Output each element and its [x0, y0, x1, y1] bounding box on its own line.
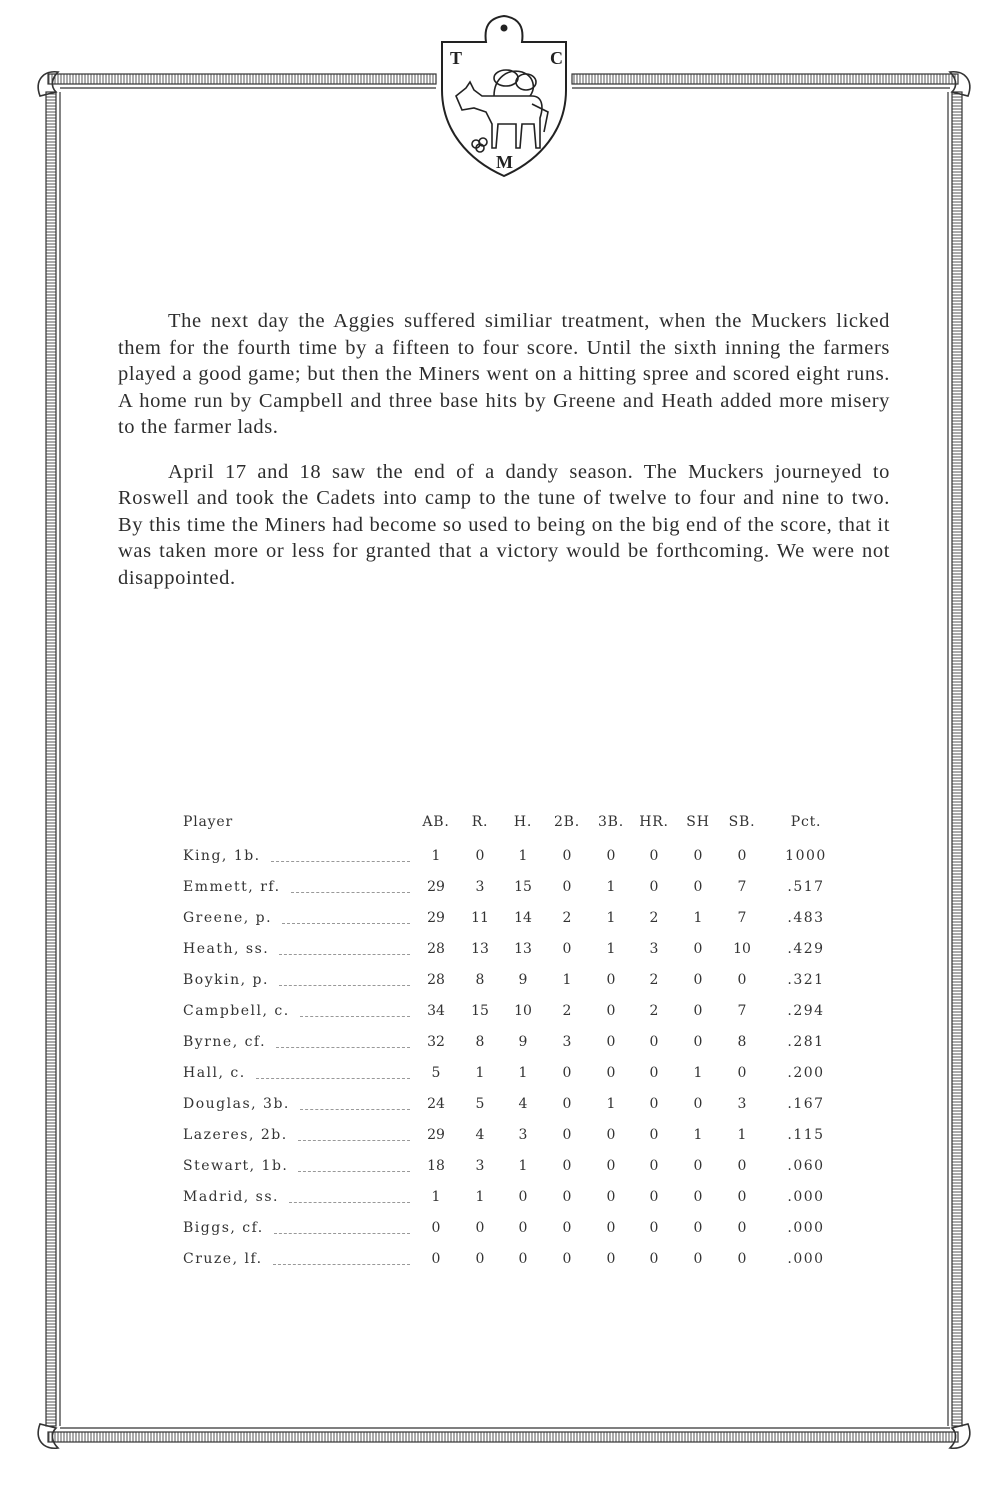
table-row — [180, 844, 840, 875]
stat-hr: 0 — [649, 1127, 659, 1143]
stat-hr: 0 — [649, 1189, 659, 1205]
stat-pct: .281 — [787, 1034, 825, 1050]
stat-h: 0 — [518, 1220, 528, 1236]
stat-sh: 1 — [693, 1127, 703, 1143]
stat-2b: 2 — [562, 1003, 572, 1019]
stat-ab: 24 — [427, 1096, 445, 1112]
stat-ab: 34 — [427, 1003, 445, 1019]
stat-sh: 0 — [693, 1034, 703, 1050]
stat-pct: .321 — [787, 972, 825, 988]
stat-ab: 29 — [427, 1127, 445, 1143]
player-name: Lazeres, 2b. — [183, 1127, 288, 1143]
stat-3b: 1 — [606, 879, 616, 895]
stat-3b: 1 — [606, 941, 616, 957]
stat-pct: .000 — [787, 1251, 825, 1267]
stat-sh: 0 — [693, 1096, 703, 1112]
player-name: Madrid, ss. — [183, 1189, 279, 1205]
table-row — [180, 1061, 840, 1092]
header-pct: Pct. — [790, 814, 822, 830]
stat-h: 9 — [518, 972, 528, 988]
paragraph-1: The next day the Aggies suffered similiar treatment, when the Muckers licked them for the fourth time by a fifteen to four score. Until the sixth inning the farmers played a good game; but then the Miners went on a hitting spree and scored eight runs. A home run by Campbell and three base hits by Greene and Heath added more misery to the farmer lads. — [118, 310, 890, 438]
stat-h: 0 — [518, 1251, 528, 1267]
stat-3b: 0 — [606, 1034, 616, 1050]
stat-pct: .200 — [787, 1065, 825, 1081]
stat-sh: 1 — [693, 910, 703, 926]
stat-h: 10 — [514, 1003, 532, 1019]
stat-2b: 0 — [562, 1251, 572, 1267]
stat-hr: 0 — [649, 879, 659, 895]
dot-leader — [256, 1078, 410, 1079]
dot-leader — [276, 1047, 410, 1048]
stat-sh: 0 — [693, 1251, 703, 1267]
table-row — [180, 1030, 840, 1061]
table-row — [180, 1216, 840, 1247]
dot-leader — [282, 923, 410, 924]
stat-h: 4 — [518, 1096, 528, 1112]
header-3b: 3B. — [597, 814, 625, 830]
stat-ab: 29 — [427, 910, 445, 926]
stat-pct: .000 — [787, 1189, 825, 1205]
stat-ab: 5 — [431, 1065, 441, 1081]
stat-sh: 0 — [693, 848, 703, 864]
dot-leader — [279, 985, 410, 986]
stat-2b: 0 — [562, 1096, 572, 1112]
dot-leader — [274, 1233, 410, 1234]
stat-ab: 1 — [431, 848, 441, 864]
stat-hr: 2 — [649, 1003, 659, 1019]
stat-r: 3 — [475, 879, 485, 895]
paragraph-2: April 17 and 18 saw the end of a dandy season. The Muckers journeyed to Roswell and took the Cadets into camp to the tune of twelve to four and nine to two. By this time the Miners had become so used to being on the big end of the score, that it was taken more or less for granted that a victory would be forthcoming. We were not disappointed. — [118, 460, 890, 589]
stat-r: 13 — [471, 941, 489, 957]
stat-ab: 18 — [427, 1158, 445, 1174]
stat-r: 11 — [471, 910, 489, 926]
stat-sb: 0 — [737, 1065, 747, 1081]
stat-2b: 1 — [562, 972, 572, 988]
stat-pct: .517 — [787, 879, 825, 895]
stat-h: 9 — [518, 1034, 528, 1050]
stat-hr: 3 — [649, 941, 659, 957]
table-row — [180, 1154, 840, 1185]
stat-2b: 0 — [562, 941, 572, 957]
dot-leader — [271, 861, 410, 862]
stat-sh: 0 — [693, 1220, 703, 1236]
dot-leader — [300, 1109, 410, 1110]
stat-sb: 8 — [737, 1034, 747, 1050]
stat-2b: 3 — [562, 1034, 572, 1050]
stat-3b: 0 — [606, 1158, 616, 1174]
stat-hr: 0 — [649, 1251, 659, 1267]
header-player: Player — [183, 814, 233, 830]
stat-sh: 0 — [693, 1189, 703, 1205]
stat-hr: 2 — [649, 910, 659, 926]
stat-h: 15 — [514, 879, 532, 895]
dot-leader — [300, 1016, 410, 1017]
stat-hr: 0 — [649, 1096, 659, 1112]
player-name: Cruze, lf. — [183, 1251, 263, 1267]
crest-letter-t: T — [450, 48, 463, 68]
player-name: Greene, p. — [183, 910, 273, 926]
header-ab: AB. — [422, 814, 450, 830]
table-row — [180, 1123, 840, 1154]
dot-leader — [291, 892, 410, 893]
header-r: R. — [471, 814, 489, 830]
player-name: King, 1b. — [183, 848, 261, 864]
stat-3b: 0 — [606, 1127, 616, 1143]
stat-sh: 0 — [693, 1003, 703, 1019]
stat-pct: 1000 — [785, 848, 827, 864]
stat-sb: 7 — [737, 1003, 747, 1019]
stat-r: 0 — [475, 1251, 485, 1267]
dot-leader — [289, 1202, 410, 1203]
header-hr: HR. — [639, 814, 669, 830]
stat-pct: .167 — [787, 1096, 825, 1112]
player-name: Emmett, rf. — [183, 879, 281, 895]
stat-pct: .294 — [787, 1003, 825, 1019]
stat-sb: 7 — [737, 879, 747, 895]
header-sb: SB. — [728, 814, 756, 830]
stat-ab: 28 — [427, 941, 445, 957]
stat-h: 14 — [514, 910, 532, 926]
stat-sh: 0 — [693, 1158, 703, 1174]
stat-sb: 10 — [733, 941, 751, 957]
stat-h: 13 — [514, 941, 532, 957]
table-row — [180, 968, 840, 999]
stat-r: 1 — [475, 1189, 485, 1205]
stat-hr: 0 — [649, 848, 659, 864]
dot-leader — [273, 1264, 410, 1265]
stat-sb: 0 — [737, 1251, 747, 1267]
stat-hr: 0 — [649, 1034, 659, 1050]
stat-sb: 0 — [737, 1158, 747, 1174]
stat-3b: 0 — [606, 1189, 616, 1205]
stat-3b: 0 — [606, 972, 616, 988]
stat-sh: 0 — [693, 879, 703, 895]
stat-h: 3 — [518, 1127, 528, 1143]
player-name: Heath, ss. — [183, 941, 270, 957]
stat-r: 15 — [471, 1003, 489, 1019]
stat-sb: 7 — [737, 910, 747, 926]
table-row — [180, 937, 840, 968]
stat-sh: 0 — [693, 941, 703, 957]
stat-hr: 2 — [649, 972, 659, 988]
header-2b: 2B. — [553, 814, 581, 830]
stat-ab: 28 — [427, 972, 445, 988]
stat-ab: 29 — [427, 879, 445, 895]
stat-3b: 0 — [606, 1065, 616, 1081]
stat-2b: 0 — [562, 1127, 572, 1143]
player-name: Biggs, cf. — [183, 1220, 264, 1236]
article-text — [118, 308, 890, 609]
stat-pct: .483 — [787, 910, 825, 926]
stat-sh: 0 — [693, 972, 703, 988]
stat-3b: 0 — [606, 1003, 616, 1019]
stat-pct: .060 — [787, 1158, 825, 1174]
stat-sb: 0 — [737, 1220, 747, 1236]
stat-h: 0 — [518, 1189, 528, 1205]
stat-h: 1 — [518, 1065, 528, 1081]
stat-2b: 0 — [562, 1189, 572, 1205]
table-row — [180, 906, 840, 937]
stat-2b: 0 — [562, 1065, 572, 1081]
batting-stats-table — [180, 810, 840, 1278]
stat-hr: 0 — [649, 1065, 659, 1081]
stat-pct: .000 — [787, 1220, 825, 1236]
stat-h: 1 — [518, 848, 528, 864]
stat-3b: 1 — [606, 1096, 616, 1112]
stat-3b: 1 — [606, 910, 616, 926]
player-name: Campbell, c. — [183, 1003, 290, 1019]
stat-r: 8 — [475, 1034, 485, 1050]
stat-r: 0 — [475, 1220, 485, 1236]
stat-2b: 0 — [562, 1220, 572, 1236]
header-sh: SH — [686, 814, 710, 830]
table-row — [180, 1247, 840, 1278]
stat-2b: 0 — [562, 879, 572, 895]
stat-sb: 0 — [737, 1189, 747, 1205]
stat-pct: .429 — [787, 941, 825, 957]
stat-2b: 0 — [562, 1158, 572, 1174]
stat-sb: 3 — [737, 1096, 747, 1112]
stat-ab: 32 — [427, 1034, 445, 1050]
stat-pct: .115 — [787, 1127, 825, 1143]
stat-hr: 0 — [649, 1158, 659, 1174]
stat-r: 4 — [475, 1127, 485, 1143]
stat-sb: 1 — [737, 1127, 747, 1143]
crest-letter-c: C — [550, 48, 563, 68]
stat-ab: 1 — [431, 1189, 441, 1205]
player-name: Hall, c. — [183, 1065, 246, 1081]
dot-leader — [298, 1171, 410, 1172]
stat-sb: 0 — [737, 972, 747, 988]
stat-r: 5 — [475, 1096, 485, 1112]
crest-letter-m: M — [496, 152, 513, 172]
dot-leader — [279, 954, 410, 955]
stat-ab: 0 — [431, 1220, 441, 1236]
stat-r: 3 — [475, 1158, 485, 1174]
stat-2b: 2 — [562, 910, 572, 926]
stat-h: 1 — [518, 1158, 528, 1174]
table-header-row — [180, 810, 840, 844]
player-name: Byrne, cf. — [183, 1034, 267, 1050]
player-name: Douglas, 3b. — [183, 1096, 290, 1112]
stat-sh: 1 — [693, 1065, 703, 1081]
stat-sb: 0 — [737, 848, 747, 864]
stat-r: 0 — [475, 848, 485, 864]
stat-r: 1 — [475, 1065, 485, 1081]
table-row — [180, 999, 840, 1030]
table-row — [180, 875, 840, 906]
stat-ab: 0 — [431, 1251, 441, 1267]
dot-leader — [298, 1140, 410, 1141]
player-name: Boykin, p. — [183, 972, 269, 988]
table-row — [180, 1185, 840, 1216]
stat-r: 8 — [475, 972, 485, 988]
stat-3b: 0 — [606, 848, 616, 864]
stat-3b: 0 — [606, 1220, 616, 1236]
school-crest-logo — [436, 12, 572, 180]
table-row — [180, 1092, 840, 1123]
stat-2b: 0 — [562, 848, 572, 864]
player-name: Stewart, 1b. — [183, 1158, 289, 1174]
header-h: H. — [513, 814, 533, 830]
stat-3b: 0 — [606, 1251, 616, 1267]
stat-hr: 0 — [649, 1220, 659, 1236]
